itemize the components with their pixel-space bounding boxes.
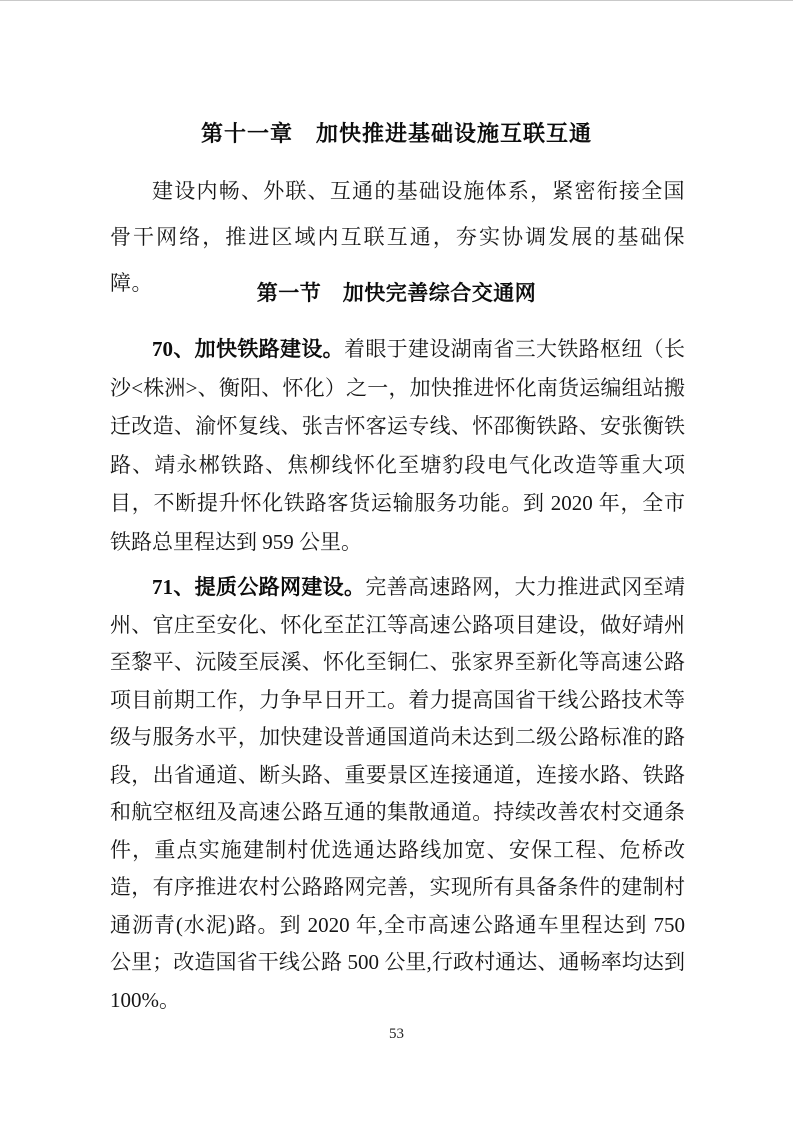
section-title: 第一节 加快完善综合交通网	[256, 281, 537, 305]
item-70-body: 着眼于建设湖南省三大铁路枢纽（长沙<株洲>、衡阳、怀化）之一，加快推进怀化南货运编组站搬迁改造、渝怀复线、张吉怀客运专线、怀邵衡铁路、安张衡铁路、靖永郴铁路、焦柳线怀化至塘豹段电气化改造等重大项目，不断提升怀化铁路客货运输服务功能。到 2020 年，全市铁路总里程达到 959 公里。	[110, 337, 685, 554]
scan-edge-line	[0, 0, 793, 1]
paragraph-item-71	[110, 569, 685, 1019]
chapter-title: 第十一章 加快推进基础设施互联互通	[200, 121, 592, 146]
intro-paragraph: 建设内畅、外联、互通的基础设施体系，紧密衔接全国骨干网络，推进区域内互联互通，夯实协调发展的基础保障。	[110, 179, 685, 295]
item-71-lead: 71、提质公路网建设。	[152, 575, 366, 599]
item-70-lead: 70、加快铁路建设。	[152, 337, 344, 361]
page-number: 53	[389, 1026, 404, 1042]
item-71-body: 完善高速路网，大力推进武冈至靖州、官庄至安化、怀化至芷江等高速公路项目建设，做好靖州至黎平、沅陵至辰溪、怀化至铜仁、张家界至新化等高速公路项目前期工作，力争早日开工。着力提高国省干线公路技术等级与服务水平，加快建设普通国道尚未达到二级公路标准的路段，出省通道、断头路、重要景区连接通道，连接水路、铁路和航空枢纽及高速公路互通的集散通道。持续改善农村交通条件，重点实施建制村优选通达路线加宽、安保工程、危桥改造，有序推进农村公路路网完善，实现所有具备条件的建制村通沥青(水泥)路。到 2020 年,全市高速公路通车里程达到 750 公里；改造国省干线公路 500 公里,行政村通达、通畅率均达到 100%。	[110, 575, 686, 1012]
paragraph-item-70	[110, 330, 685, 561]
